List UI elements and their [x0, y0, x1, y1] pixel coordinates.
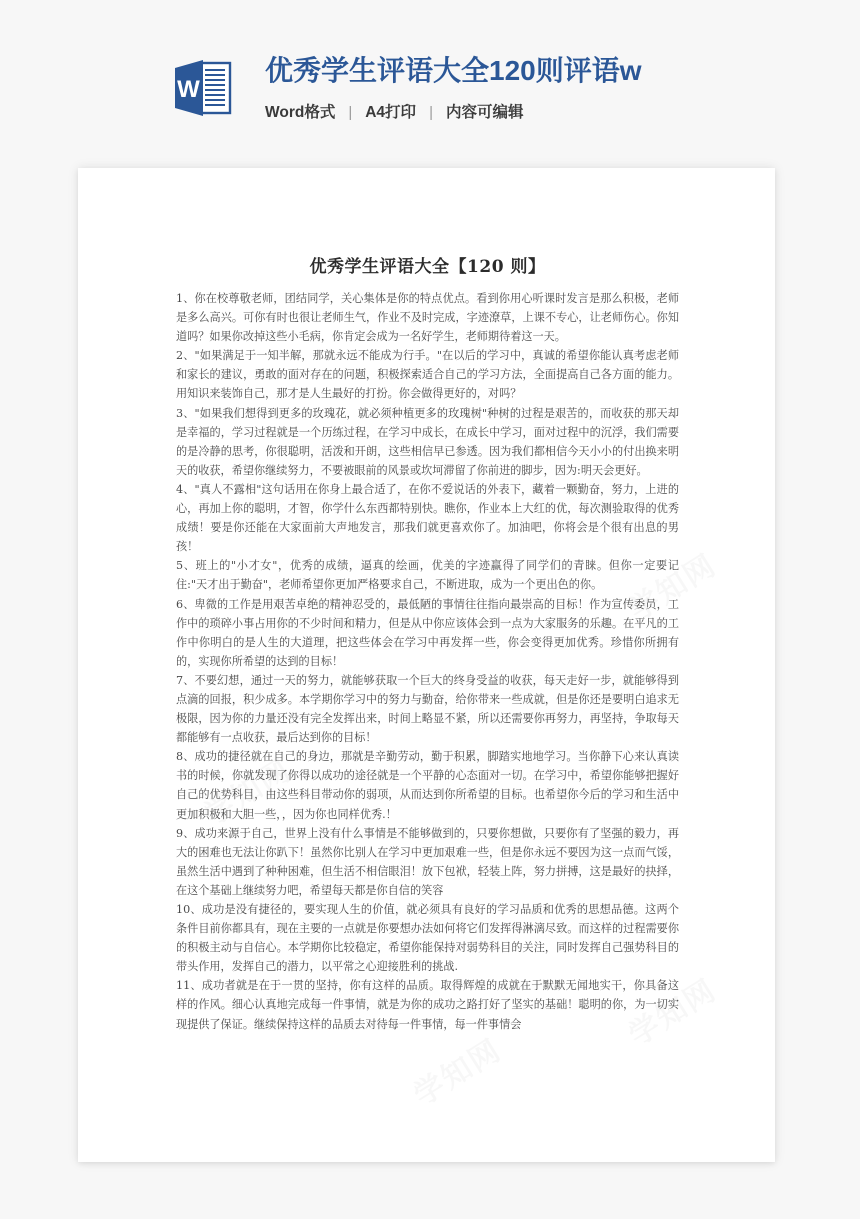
preview-header: [0, 0, 860, 168]
header-text-block: [265, 52, 805, 124]
meta-print: A4打印: [365, 104, 417, 121]
paragraph: 11、成功者就是在于一贯的坚持，你有这样的品质。取得辉煌的成就在于默默无闻地实干，你具备这样的作风。细心认真地完成每一件事情，就是为你的成功之路打好了坚实的基础！聪明的你，为一切实现提供了保证。继续保持这样的品质去对待每一件事情，每一件事情会: [176, 979, 679, 1031]
svg-text:W: W: [177, 76, 200, 103]
meta-separator-2: |: [429, 104, 433, 121]
watermark: [404, 1026, 509, 1114]
paragraph: 10、成功是没有捷径的，要实现人生的价值，就必须具有良好的学习品质和优秀的思想品德。这两个条件目前你都具有，现在主要的一点就是你要想办法如何将它们发挥得淋漓尽致。而这样的过程需要你的积极主动与自信心。本学期你比较稳定，希望你能保持对弱势科目的关注，同时发挥自己强势科目的带头作用，发挥自己的潜力，以平常之心迎接胜利的挑战.: [176, 903, 679, 974]
paragraph: 1、你在校尊敬老师，团结同学，关心集体是你的特点优点。看到你用心听课时发言是那么积极，老师是多么高兴。可你有时也很让老师生气，作业不及时完成，字迹潦草，上课不专心，让老师伤心。你知道吗？如果你改掉这些小毛病，你肯定会成为一名好学生，老师期待着这一天。: [176, 292, 679, 344]
document-content: [176, 255, 679, 1034]
meta-separator-1: |: [348, 104, 353, 121]
header-meta: [265, 102, 805, 124]
document-page-preview[interactable]: [78, 168, 775, 1162]
paragraph: 8、成功的捷径就在自己的身边，那就是辛勤劳动，勤于积累，脚踏实地地学习。当你静下心来认真读书的时候，你就发现了你得以成功的途径就是一个平静的心态面对一切。在学习中，希望你能够把握好自己的优势科目，由这些科目带动你的弱项，从而达到你所希望的目标。也希望你今后的学习和生活中更加积极和大胆一些，，因为你也同样优秀.！: [176, 750, 679, 821]
word-document-icon: [173, 59, 233, 118]
paragraph: 6、卑微的工作是用艰苦卓绝的精神忍受的，最低陋的事情往往指向最崇高的目标！作为宣传委员，工作中的琐碎小事占用你的不少时间和精力，但是从中你应该体会到一点为大家服务的乐趣。在平凡的工作中你明白的是人生的大道理，把这些体会在学习中再发挥一些，你会变得更加优秀。珍惜你所拥有的，实现你所希望的达到的目标！: [176, 597, 679, 668]
paragraph: 9、成功来源于自己，世界上没有什么事情是不能够做到的，只要你想做，只要你有了坚强的毅力，再大的困难也无法让你趴下！虽然你比别人在学习中更加艰难一些，但是你永远不要因为这一点而气馁，虽然生活中遇到了种种困难，但生活不相信眼泪！放下包袱，轻装上阵，努力拼搏，这是最好的抉择，在这个基础上继续努力吧，希望每天都是你自信的笑容: [176, 826, 679, 897]
paragraph: 3、"如果我们想得到更多的玫瑰花，就必须种植更多的玫瑰树"种树的过程是艰苦的，而收获的那天却是幸福的，学习过程就是一个历练过程，在学习中成长，在成长中学习，面对过程中的沉浮，我们需要的是冷静的思考，你很聪明，活泼和开朗，这些相信早已参透。因为我们都相信今天小小的付出换来明天的收获，希望你继续努力，不要被眼前的风景或坎坷滞留了你前进的脚步，因为:明天会更好。: [176, 406, 679, 477]
paragraph: 4、"真人不露相"这句话用在你身上最合适了，在你不爱说话的外表下，藏着一颗勤奋，努力，上进的心，再加上你的聪明，才智，你学什么东西都特别快。瞧你，作业本上大红的优，每次测验取得的优秀成绩！要是你还能在大家面前大声地发言，那我们就更喜欢你了。加油吧，你将会是个很有出息的男孩！: [176, 482, 679, 554]
meta-format: Word格式: [265, 104, 336, 121]
paragraph: 2、"如果满足于一知半解，那就永远不能成为行手。"在以后的学习中，真诚的希望你能认真考虑老师和家长的建议，勇敢的面对存在的问题，积极探索适合自己的学习方法，全面提高自己各方面的能力。用知识来装饰自己，那才是人生最好的打扮。你会做得更好的，对吗？: [176, 349, 679, 401]
document-title: 优秀学生评语大全【120 则】: [309, 257, 546, 277]
page-title: 优秀学生评语大全120则评语w: [265, 55, 642, 86]
paragraph: 5、班上的"小才女"，优秀的成绩，逼真的绘画，优美的字迹赢得了同学们的青睐。但你一定要记住:"天才出于勤奋"，老师希望你更加严格要求自己，不断进取，成为一个更出色的你。: [176, 559, 679, 592]
document-body: [176, 289, 679, 1034]
meta-editable: 内容可编辑: [445, 104, 524, 121]
paragraph: 7、不要幻想，通过一天的努力，就能够获取一个巨大的终身受益的收获，每天走好一步，就能够得到点滴的回报，积少成多。本学期你学习中的努力与勤奋，给你带来一些成就，但是你还是要明白追求无极限，因为你的力量还没有完全发挥出来，时间上略显不紧，所以还需要你再努力，再坚持，争取每天都能够有一点收获，最后达到你的目标！: [176, 673, 679, 745]
